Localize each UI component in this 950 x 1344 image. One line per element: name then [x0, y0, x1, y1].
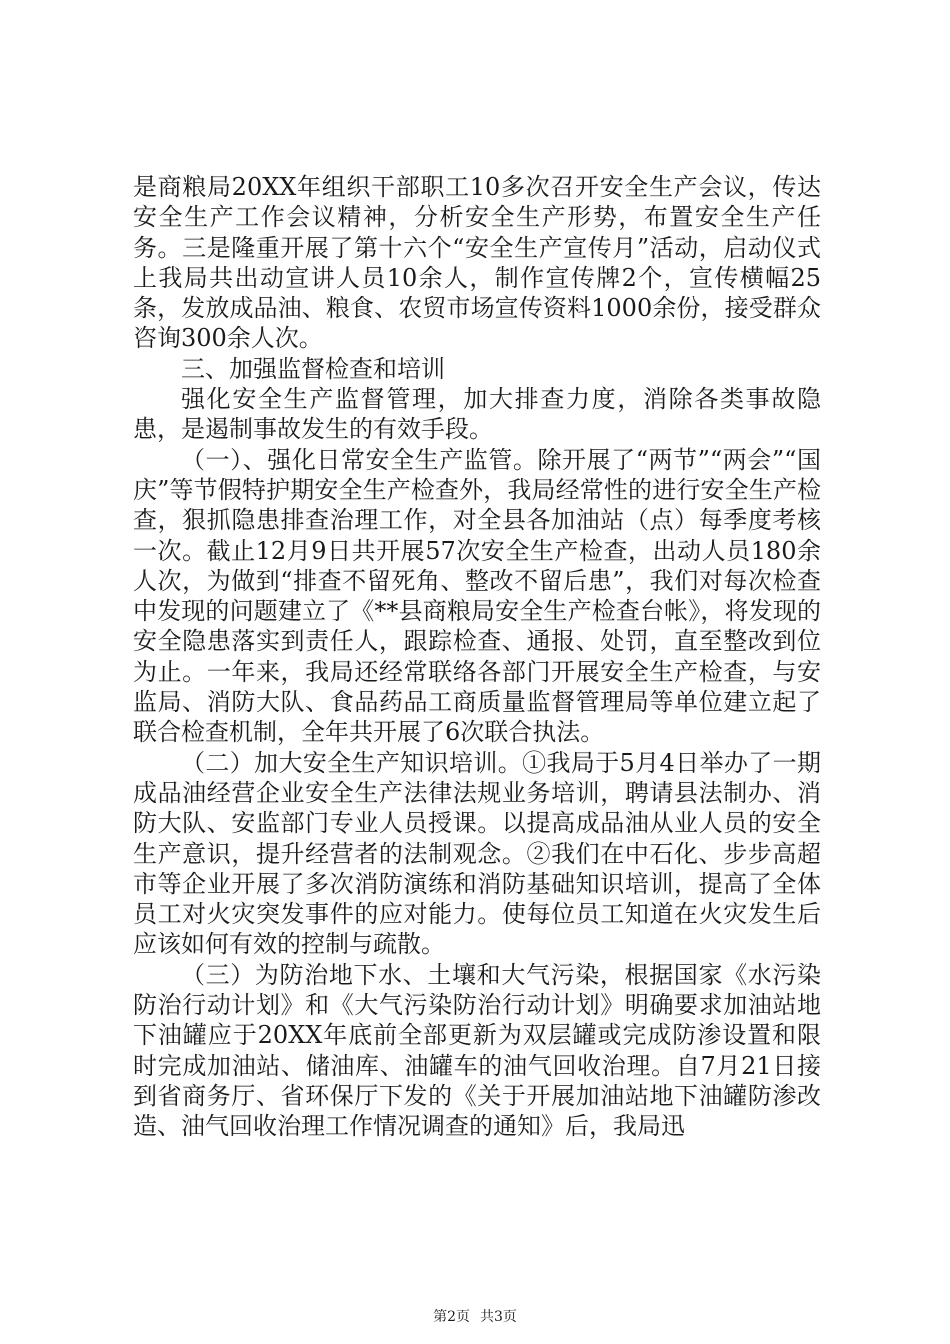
paragraph-intro: 强化安全生产监督管理，加大排查力度，消除各类事故隐患，是遏制事故发生的有效手段。 — [133, 385, 821, 444]
paragraph-item-3: （三）为防治地下水、土壤和大气污染，根据国家《水污染防治行动计划》和《大气污染防治行动计划》明确要求加油站地下油罐应于20XX年底前全部更新为双层罐或完成防渗设置和限时完成加油站、储油库、油罐车的油气回收治理。自7月21日接到省商务厅、省环保厅下发的《关于开展加油站地下油罐防渗改造、油气回收治理工作情况调查的通知》后，我局迅 — [133, 960, 821, 1141]
page-number-total: 共3页 — [480, 1309, 517, 1325]
paragraph-continuation: 是商粮局20XX年组织干部职工10多次召开安全生产会议，传达安全生产工作会议精神，分析安全生产形势，布置安全生产任务。三是隆重开展了第十六个“安全生产宣传月”活动，启动仪式上我局共出动宣讲人员10余人，制作宣传牌2个，宣传横幅25条，发放成品油、粮食、农贸市场宣传资料1000余份，接受群众咨询300余人次。 — [133, 173, 821, 353]
document-body — [133, 172, 821, 1142]
page-number-current: 第2页 — [433, 1309, 470, 1325]
section-heading: 三、加强监督检查和培训 — [181, 354, 445, 383]
paragraph-item-2: （二）加大安全生产知识培训。①我局于5月4日举办了一期成品油经营企业安全生产法律法规业务培训，聘请县法制办、消防大队、安监部门专业人员授课。以提高成品油从业人员的安全生产意识，提升经营者的法制观念。②我们在中石化、步步高超市等企业开展了多次消防演练和消防基础知识培训，提高了全体员工对火灾突发事件的应对能力。使每位员工知道在火灾发生后应该如何有效的控制与疏散。 — [133, 748, 821, 959]
paragraph-item-1: （一）、强化日常安全生产监管。除开展了“两节”“两会”“国庆”等节假特护期安全生产检查外，我局经常性的进行安全生产检查，狠抓隐患排查治理工作，对全县各加油站（点）每季度考核一次。截止12月9日共开展57次安全生产检查，出动人员180余人次，为做到“排查不留死角、整改不留后患”，我们对每次检查中发现的问题建立了《**县商粮局安全生产检查台帐》，将发现的安全隐患落实到责任人，跟踪检查、通报、处罚，直至整改到位为止。一年来，我局还经常联络各部门开展安全生产检查，与安监局、消防大队、食品药品工商质量监督管理局等单位建立起了联合检查机制，全年共开展了6次联合执法。 — [133, 445, 821, 747]
page-footer — [0, 1306, 950, 1326]
